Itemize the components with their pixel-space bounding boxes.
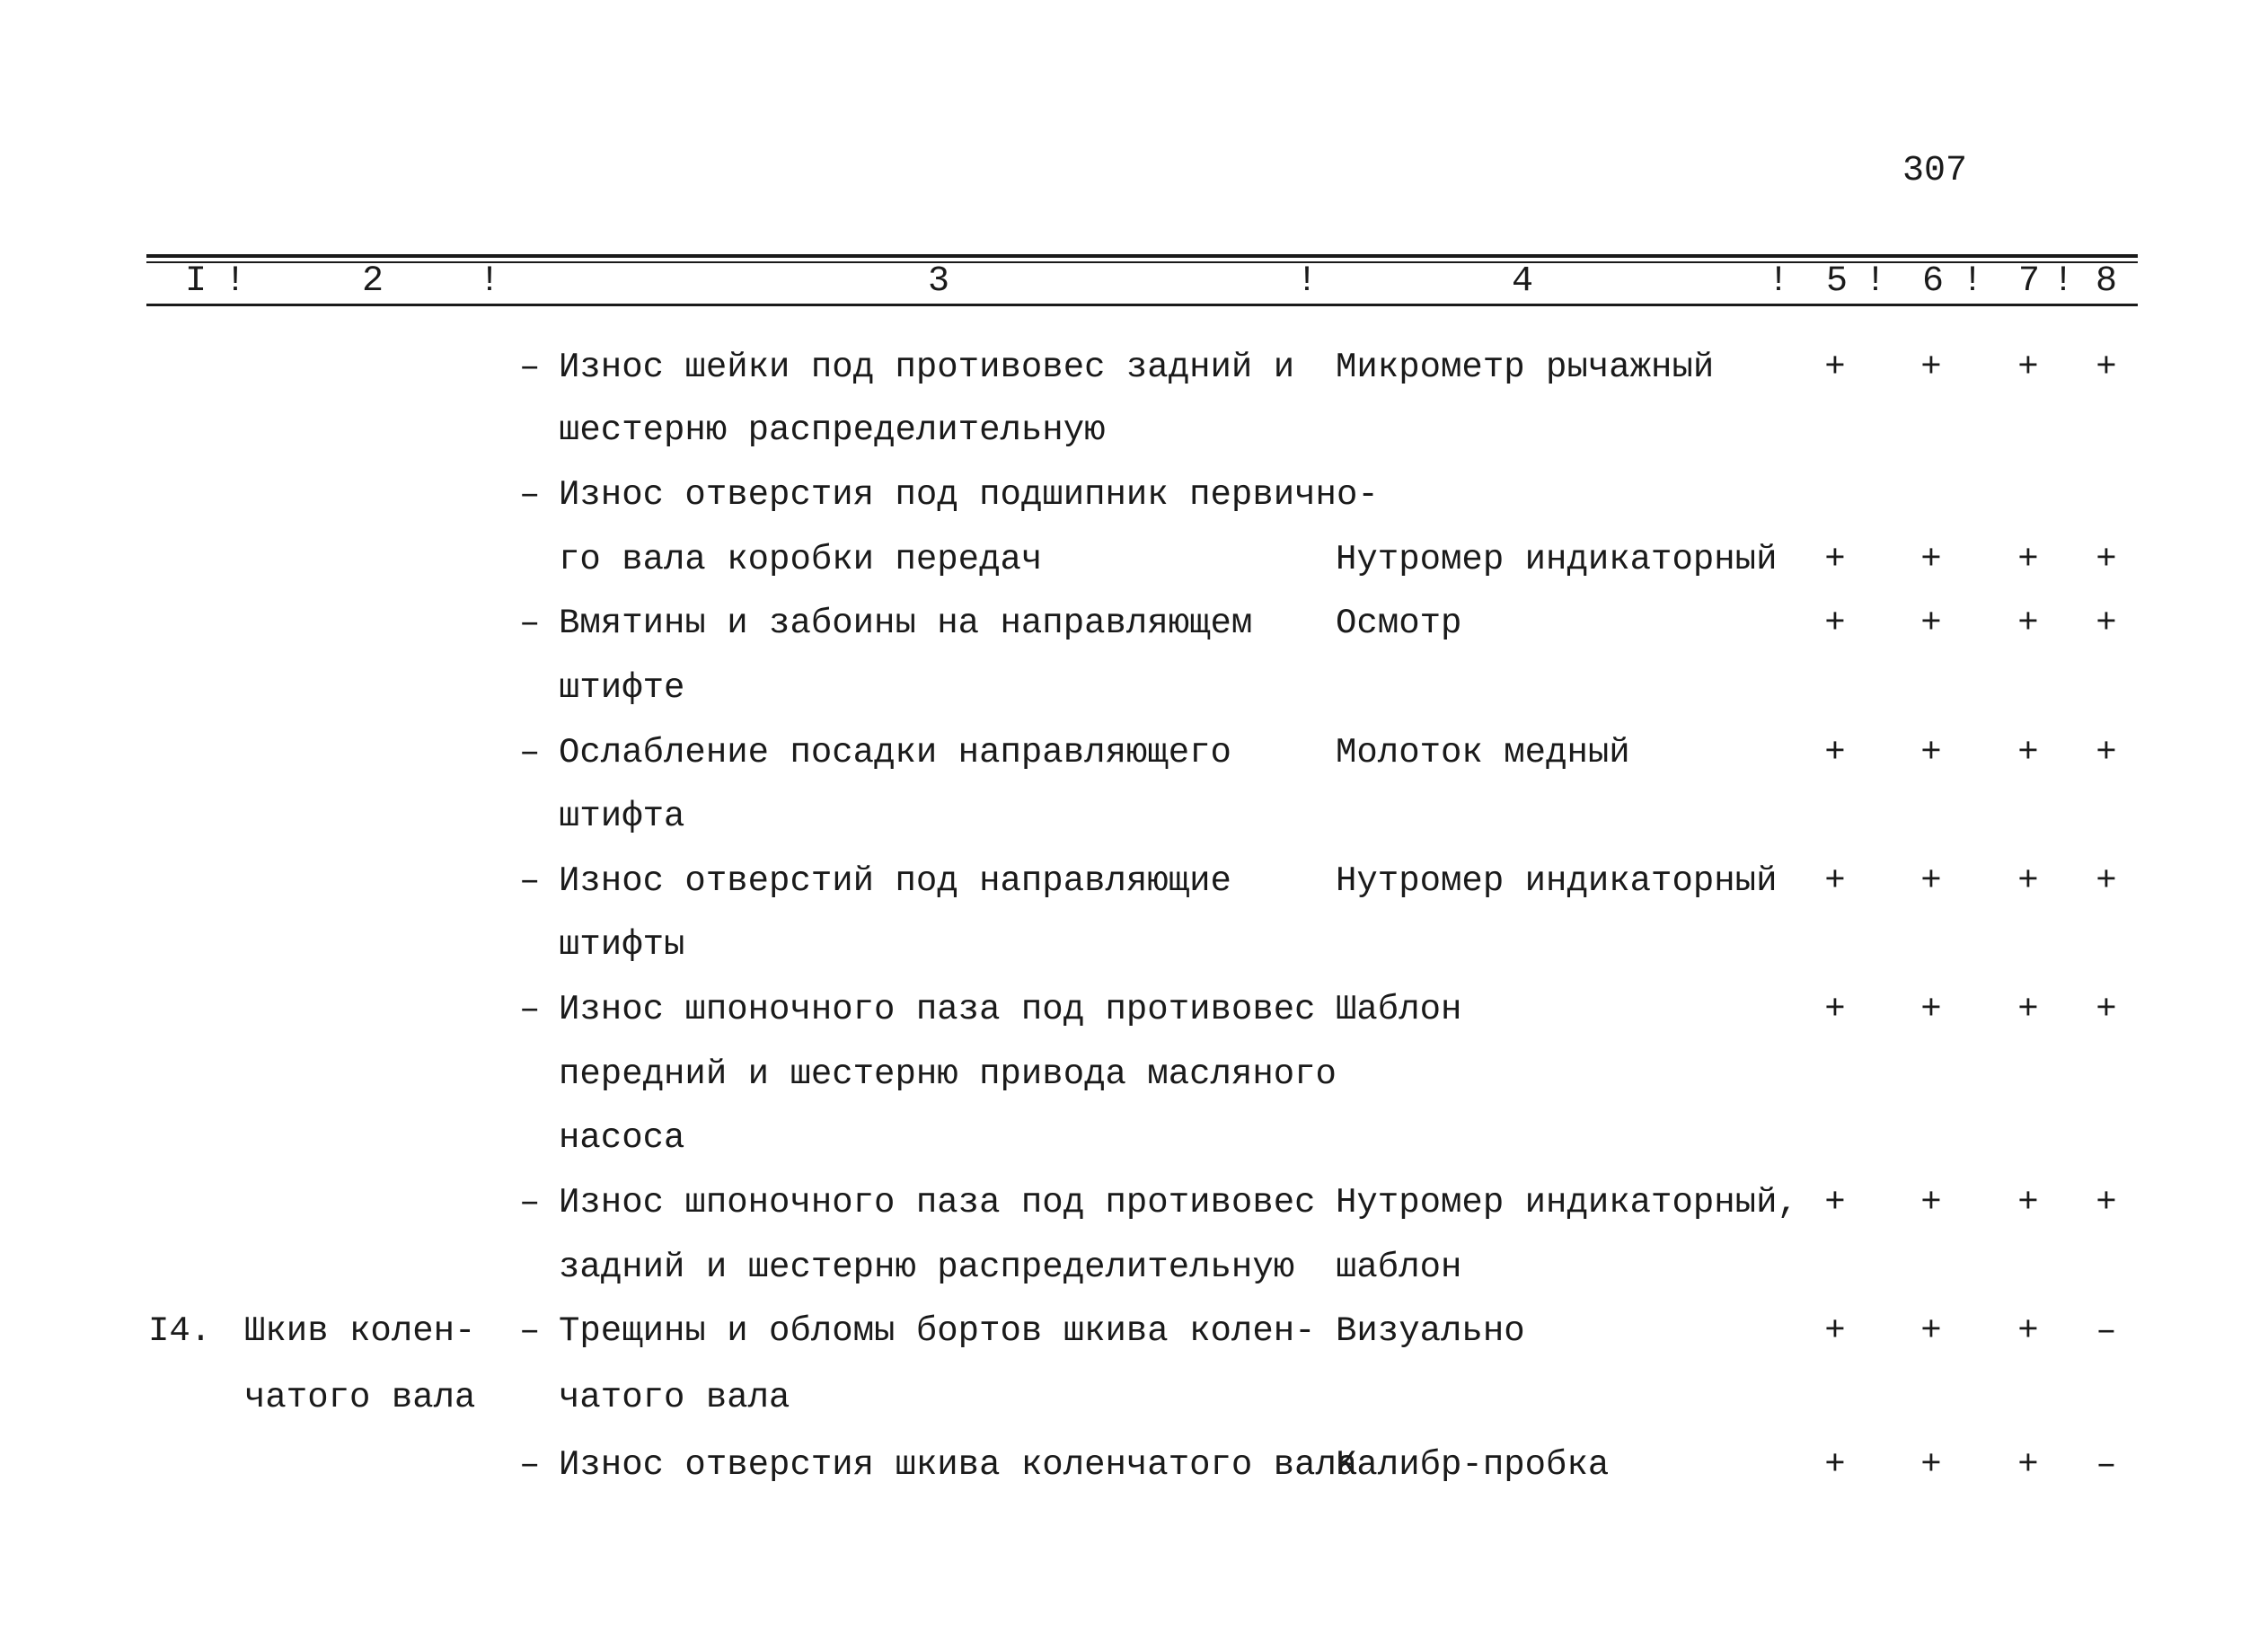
mark-col-8: – xyxy=(2096,1445,2117,1485)
header-separator: ! xyxy=(2052,261,2075,302)
defect-description: штифте xyxy=(559,668,685,708)
mark-col-8: + xyxy=(2096,604,2117,643)
mark-col-5: + xyxy=(1824,1183,1846,1222)
table-row xyxy=(0,1106,2268,1170)
mark-col-8: + xyxy=(2096,348,2117,387)
mark-col-5: + xyxy=(1824,733,1846,772)
header-col-1: I xyxy=(184,261,207,302)
defect-description: Износ отверстий под направляющие xyxy=(559,861,1231,901)
mark-col-5: + xyxy=(1824,1445,1846,1485)
table-header-row xyxy=(0,259,2268,304)
defect-bullet: – xyxy=(519,1311,541,1351)
mark-col-5: + xyxy=(1824,1311,1846,1351)
mark-col-6: + xyxy=(1920,733,1942,772)
defect-description: Износ шпоночного паза под противовес xyxy=(559,990,1316,1029)
mark-col-7: + xyxy=(2017,1311,2039,1351)
defect-description: задний и шестерню распределительную xyxy=(559,1248,1295,1287)
defect-bullet: – xyxy=(519,990,541,1029)
table-row xyxy=(0,720,2268,785)
header-col-2: 2 xyxy=(361,261,384,302)
inspection-method: Осмотр xyxy=(1336,604,1462,643)
defect-description: Износ шейки под противовес задний и xyxy=(559,348,1295,387)
table-row xyxy=(0,849,2268,913)
defect-bullet: – xyxy=(519,1445,541,1485)
defect-description: чатого вала xyxy=(559,1378,790,1417)
defect-description: го вала коробки передач xyxy=(559,540,1043,579)
mark-col-6: + xyxy=(1920,1445,1942,1485)
defect-description: шестерню распределительную xyxy=(559,410,1106,450)
mark-col-8: – xyxy=(2096,1311,2117,1351)
table-row xyxy=(0,784,2268,849)
defect-description: насоса xyxy=(559,1118,685,1158)
mark-col-6: + xyxy=(1920,348,1942,387)
table-row xyxy=(0,527,2268,592)
table-row xyxy=(0,913,2268,977)
inspection-method: Нутромер индикаторный xyxy=(1336,861,1778,901)
header-col-5: 5 xyxy=(1825,261,1849,302)
header-separator: ! xyxy=(478,261,501,302)
defect-bullet: – xyxy=(519,1183,541,1222)
mark-col-6: + xyxy=(1920,540,1942,579)
defect-description: Износ отверстия шкива коленчатого вала xyxy=(559,1445,1358,1485)
inspection-method: Шаблон xyxy=(1336,990,1462,1029)
defect-description: Ослабление посадки направляющего xyxy=(559,733,1231,772)
inspection-method: Калибр-пробка xyxy=(1336,1445,1610,1485)
table-row xyxy=(0,656,2268,720)
header-separator: ! xyxy=(1961,261,1984,302)
mark-col-8: + xyxy=(2096,733,2117,772)
mark-col-7: + xyxy=(2017,1183,2039,1222)
header-col-6: 6 xyxy=(1921,261,1945,302)
header-col-4: 4 xyxy=(1511,261,1534,302)
defect-description: Износ отверстия под подшипник первично- xyxy=(559,475,1379,515)
table-row xyxy=(0,977,2268,1042)
inspection-method: Нутромер индикаторный xyxy=(1336,540,1778,579)
table-row xyxy=(0,335,2268,400)
mark-col-5: + xyxy=(1824,990,1846,1029)
header-separator: ! xyxy=(1864,261,1887,302)
table-row xyxy=(0,1235,2268,1300)
defect-bullet: – xyxy=(519,733,541,772)
mark-col-8: + xyxy=(2096,861,2117,901)
table-row xyxy=(0,1433,2268,1497)
inspection-method: Нутромер индикаторный, xyxy=(1336,1183,1798,1222)
defect-description: Трещины и обломы бортов шкива колен- xyxy=(559,1311,1316,1351)
header-separator: ! xyxy=(224,261,247,302)
mark-col-6: + xyxy=(1920,604,1942,643)
part-name: Шкив колен- xyxy=(244,1311,476,1351)
mark-col-7: + xyxy=(2017,1445,2039,1485)
mark-col-6: + xyxy=(1920,1183,1942,1222)
defect-description: передний и шестерню привода масляного xyxy=(559,1054,1337,1094)
item-number: I4. xyxy=(148,1311,212,1351)
defect-bullet: – xyxy=(519,604,541,643)
header-separator: ! xyxy=(1295,261,1319,302)
mark-col-7: + xyxy=(2017,733,2039,772)
defect-description: Износ шпоночного паза под противовес xyxy=(559,1183,1316,1222)
defect-description: штифта xyxy=(559,797,685,836)
mark-col-5: + xyxy=(1824,348,1846,387)
mark-col-7: + xyxy=(2017,990,2039,1029)
mark-col-6: + xyxy=(1920,1311,1942,1351)
table-row xyxy=(0,1365,2268,1430)
defect-bullet: – xyxy=(519,348,541,387)
mark-col-7: + xyxy=(2017,861,2039,901)
header-col-8: 8 xyxy=(2095,261,2118,302)
mark-col-6: + xyxy=(1920,861,1942,901)
mark-col-5: + xyxy=(1824,861,1846,901)
mark-col-5: + xyxy=(1824,540,1846,579)
table-row xyxy=(0,463,2268,527)
inspection-method: Молоток медный xyxy=(1336,733,1630,772)
table-top-rule xyxy=(146,254,2138,258)
table-row xyxy=(0,1042,2268,1107)
mark-col-8: + xyxy=(2096,540,2117,579)
header-separator: ! xyxy=(1767,261,1790,302)
page-number: 307 xyxy=(1902,151,1968,191)
part-name: чатого вала xyxy=(244,1378,476,1417)
inspection-method: шаблон xyxy=(1336,1248,1462,1287)
mark-col-8: + xyxy=(2096,990,2117,1029)
mark-col-5: + xyxy=(1824,604,1846,643)
defect-description: Вмятины и забоины на направляющем xyxy=(559,604,1253,643)
mark-col-7: + xyxy=(2017,540,2039,579)
inspection-method: Микрометр рычажный xyxy=(1336,348,1715,387)
table-row xyxy=(0,591,2268,656)
defect-bullet: – xyxy=(519,861,541,901)
mark-col-6: + xyxy=(1920,990,1942,1029)
table-row xyxy=(0,1170,2268,1235)
mark-col-7: + xyxy=(2017,604,2039,643)
inspection-method: Визуально xyxy=(1336,1311,1525,1351)
table-row xyxy=(0,1299,2268,1363)
mark-col-8: + xyxy=(2096,1183,2117,1222)
defect-bullet: – xyxy=(519,475,541,515)
defect-description: штифты xyxy=(559,925,685,965)
table-header-bottom-rule xyxy=(146,304,2138,306)
mark-col-7: + xyxy=(2017,348,2039,387)
header-col-7: 7 xyxy=(2017,261,2041,302)
table-row xyxy=(0,398,2268,463)
header-col-3: 3 xyxy=(927,261,950,302)
